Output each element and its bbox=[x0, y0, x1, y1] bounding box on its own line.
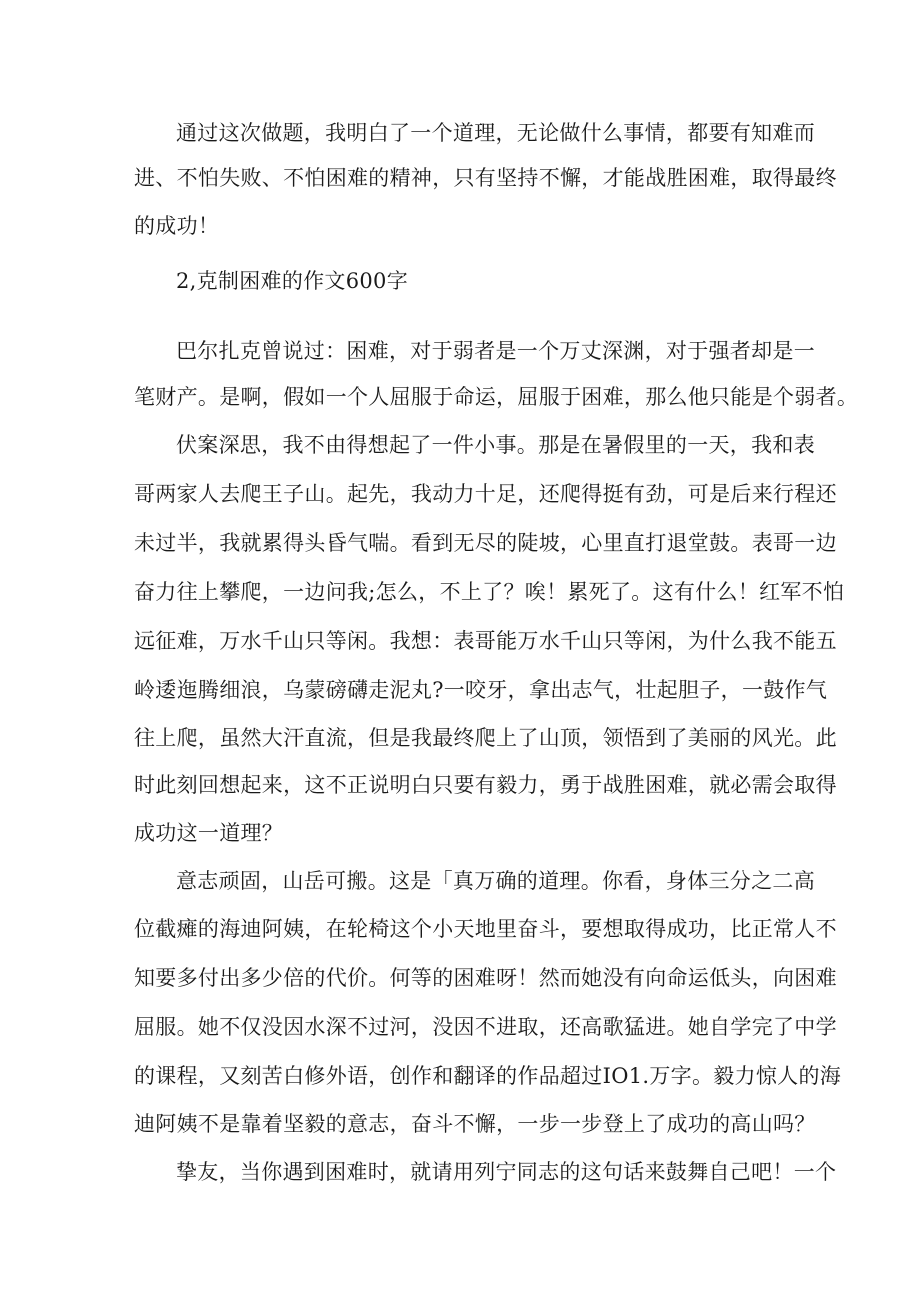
paragraph-line: 的课程，又刻苦白修外语，创作和翻译的作品超过IO1.万字。毅力惊人的海 bbox=[134, 1064, 842, 1088]
paragraph-line: 哥两家人去爬王子山。起先，我动力十足，还爬得挺有劲，可是后来行程还 bbox=[134, 482, 837, 506]
paragraph-line: 知要多付出多少倍的代价。何等的困难呀！然而她没有向命运低头，向困难 bbox=[134, 966, 837, 990]
paragraph-line: 时此刻回想起来，这不正说明白只要有毅力，勇于战胜困难，就必需会取得 bbox=[134, 773, 837, 797]
section-heading: 2,克制困难的作文600字 bbox=[176, 269, 409, 293]
paragraph-line: 笔财产。是啊，假如一个人屈服于命运，屈服于困难，那么他只能是个弱者。 bbox=[134, 385, 859, 409]
paragraph-line: 迪阿姨不是靠着坚毅的意志，奋斗不懈，一步一步登上了成功的高山吗？ bbox=[134, 1112, 816, 1136]
paragraph-line: 挚友，当你遇到困难时，就请用列宁同志的这句话来鼓舞自己吧！一个 bbox=[176, 1160, 837, 1184]
paragraph-line: 巴尔扎克曾说过：困难，对于弱者是一个万丈深渊，对于强者却是一 bbox=[176, 339, 815, 363]
paragraph-line: 远征难，万水千山只等闲。我想：表哥能万水千山只等闲，为什么我不能五 bbox=[134, 629, 837, 653]
paragraph-line: 未过半，我就累得头昏气喘。看到无尽的陡坡，心里直打退堂鼓。表哥一边 bbox=[134, 531, 837, 555]
paragraph-line: 成功这一道理？ bbox=[134, 821, 284, 845]
paragraph-line: 进、不怕失败、不怕困难的精神，只有坚持不懈，才能战胜困难，取得最终 bbox=[134, 166, 837, 190]
paragraph-line: 岭逶迤腾细浪，乌蒙磅礴走泥丸?一咬牙，拿出志气，壮起胆子，一鼓作气 bbox=[134, 678, 828, 702]
paragraph-line: 通过这次做题，我明白了一个道理，无论做什么事情，都要有知难而 bbox=[176, 121, 815, 145]
paragraph-line: 屈服。她不仅没因水深不过河，没因不进取，还高歌猛进。她自学完了中学 bbox=[134, 1015, 837, 1039]
paragraph-line: 往上爬，虽然大汗直流，但是我最终爬上了山顶，领悟到了美丽的风光。此 bbox=[134, 726, 837, 750]
paragraph-line: 位截瘫的海迪阿姨，在轮椅这个小天地里奋斗，要想取得成功，比正常人不 bbox=[134, 917, 837, 941]
paragraph-line: 伏案深思，我不由得想起了一件小事。那是在暑假里的一天，我和表 bbox=[176, 433, 815, 457]
paragraph-line: 意志顽固，山岳可搬。这是「真万确的道理。你看，身体三分之二高 bbox=[176, 869, 815, 893]
paragraph-line: 的成功！ bbox=[134, 214, 220, 238]
paragraph-line: 奋力往上攀爬，一边问我;怎么，不上了？唉！累死了。这有什么！红军不怕 bbox=[134, 580, 845, 604]
